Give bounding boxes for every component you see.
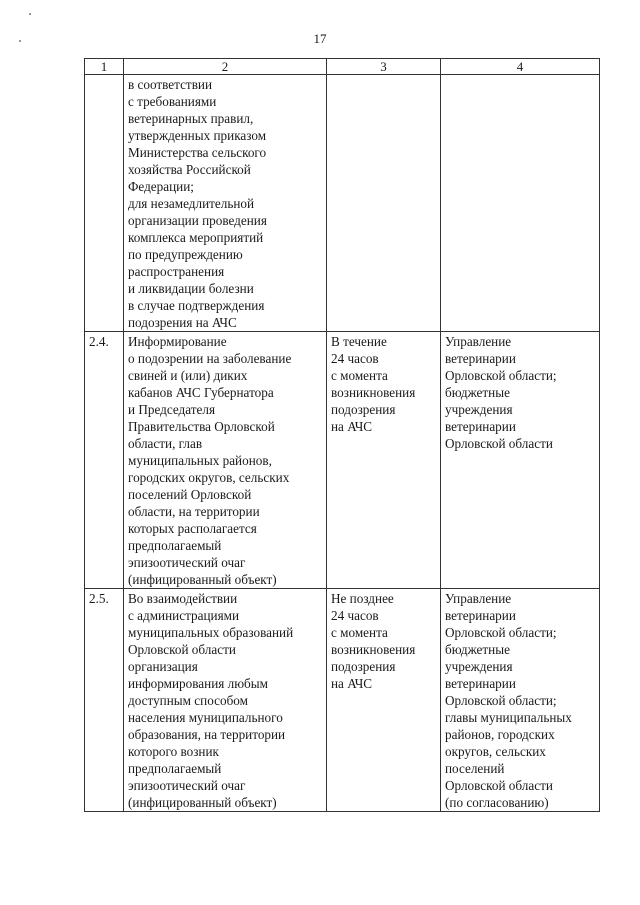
cell-text-line: Орловской области; bbox=[445, 625, 557, 640]
cell-text-line: образования, на территории bbox=[128, 727, 286, 742]
cell-text-line: городских округов, сельских bbox=[128, 470, 290, 485]
cell-text-line: для незамедлительной bbox=[128, 196, 255, 211]
cell-text-line: Правительства Орловской bbox=[128, 419, 275, 434]
responsible-cell bbox=[441, 75, 600, 332]
cell-text-line: в случае подтверждения bbox=[128, 298, 265, 313]
cell-text-line: 24 часов bbox=[331, 608, 379, 623]
cell-text-line: о подозрении на заболевание bbox=[128, 351, 292, 366]
cell-text-line: утвержденных приказом bbox=[128, 128, 267, 143]
cell-text-line: ветеринарии bbox=[445, 608, 516, 623]
cell-text-line: главы муниципальных bbox=[445, 710, 572, 725]
column-header: 2 bbox=[124, 59, 327, 75]
measure-cell bbox=[124, 75, 327, 332]
cell-text-line: на АЧС bbox=[331, 419, 373, 434]
cell-text-line: учреждения bbox=[445, 659, 513, 674]
deadline-cell bbox=[327, 589, 441, 812]
table-header-row bbox=[85, 59, 600, 75]
cell-text-line: (инфицированный объект) bbox=[128, 572, 277, 587]
deadline-cell bbox=[327, 75, 441, 332]
cell-text-line: области, на территории bbox=[128, 504, 260, 519]
cell-text-line: Не позднее bbox=[331, 591, 394, 606]
table-row bbox=[85, 332, 600, 589]
cell-text-line: которого возник bbox=[128, 744, 219, 759]
cell-text-line: с администрациями bbox=[128, 608, 240, 623]
cell-text-line: подозрения bbox=[331, 659, 396, 674]
cell-text-line: с момента bbox=[331, 368, 388, 383]
cell-text-line: эпизоотический очаг bbox=[128, 778, 246, 793]
table-row bbox=[85, 589, 600, 812]
cell-text-line: Орловской области bbox=[445, 778, 553, 793]
cell-text-line: в соответствии bbox=[128, 77, 213, 92]
cell-text-line: предполагаемый bbox=[128, 761, 222, 776]
cell-text-line: доступным способом bbox=[128, 693, 248, 708]
cell-text-line: поселений bbox=[445, 761, 505, 776]
cell-text-line: подозрения bbox=[331, 402, 396, 417]
cell-text-line: Управление bbox=[445, 334, 512, 349]
cell-text-line: эпизоотический очаг bbox=[128, 555, 246, 570]
cell-text-line: информирования любым bbox=[128, 676, 268, 691]
cell-text-line: 24 часов bbox=[331, 351, 379, 366]
page-number: 17 bbox=[313, 31, 327, 46]
cell-text-line: ветеринарии bbox=[445, 351, 516, 366]
cell-text-line: возникновения bbox=[331, 385, 416, 400]
cell-text-line: которых располагается bbox=[128, 521, 257, 536]
cell-text-line: поселений Орловской bbox=[128, 487, 252, 502]
cell-text-line: по предупреждению bbox=[128, 247, 243, 262]
column-header: 4 bbox=[441, 59, 600, 75]
cell-text-line: ветеринарных правил, bbox=[128, 111, 254, 126]
scan-speck bbox=[29, 13, 31, 15]
cell-text-line: Орловской области bbox=[445, 436, 553, 451]
row-number-cell: 2.4. bbox=[85, 332, 124, 589]
cell-text-line: предполагаемый bbox=[128, 538, 222, 553]
cell-text-line: учреждения bbox=[445, 402, 513, 417]
measures-table bbox=[84, 58, 600, 812]
cell-text-line: округов, сельских bbox=[445, 744, 546, 759]
responsible-cell bbox=[441, 332, 600, 589]
cell-text-line: распространения bbox=[128, 264, 225, 279]
row-number-cell bbox=[85, 75, 124, 332]
cell-text-line: ветеринарии bbox=[445, 676, 516, 691]
cell-text-line: муниципальных районов, bbox=[128, 453, 272, 468]
cell-text-line: кабанов АЧС Губернатора bbox=[128, 385, 274, 400]
deadline-cell bbox=[327, 332, 441, 589]
cell-text-line: Во взаимодействии bbox=[128, 591, 238, 606]
cell-text-line: возникновения bbox=[331, 642, 416, 657]
cell-text-line: В течение bbox=[331, 334, 387, 349]
cell-text-line: (по согласованию) bbox=[445, 795, 549, 810]
cell-text-line: подозрения на АЧС bbox=[128, 315, 237, 330]
cell-text-line: районов, городских bbox=[445, 727, 555, 742]
cell-text-line: населения муниципального bbox=[128, 710, 283, 725]
cell-text-line: с момента bbox=[331, 625, 388, 640]
cell-text-line: Министерства сельского bbox=[128, 145, 267, 160]
cell-text-line: бюджетные bbox=[445, 642, 510, 657]
cell-text-line: Орловской области; bbox=[445, 368, 557, 383]
cell-text-line: хозяйства Российской bbox=[128, 162, 251, 177]
table-row bbox=[85, 75, 600, 332]
cell-text-line: организация bbox=[128, 659, 198, 674]
cell-text-line: Информирование bbox=[128, 334, 227, 349]
measure-cell bbox=[124, 332, 327, 589]
cell-text-line: ветеринарии bbox=[445, 419, 516, 434]
cell-text-line: Управление bbox=[445, 591, 512, 606]
cell-text-line: (инфицированный объект) bbox=[128, 795, 277, 810]
cell-text-line: области, глав bbox=[128, 436, 203, 451]
cell-text-line: свиней и (или) диких bbox=[128, 368, 248, 383]
cell-text-line: и ликвидации болезни bbox=[128, 281, 254, 296]
cell-text-line: с требованиями bbox=[128, 94, 217, 109]
responsible-cell bbox=[441, 589, 600, 812]
cell-text-line: Орловской области bbox=[128, 642, 236, 657]
column-header: 3 bbox=[327, 59, 441, 75]
column-header: 1 bbox=[85, 59, 124, 75]
cell-text-line: Федерации; bbox=[128, 179, 194, 194]
cell-text-line: на АЧС bbox=[331, 676, 373, 691]
cell-text-line: Орловской области; bbox=[445, 693, 557, 708]
cell-text-line: и Председателя bbox=[128, 402, 216, 417]
row-number-cell: 2.5. bbox=[85, 589, 124, 812]
cell-text-line: муниципальных образований bbox=[128, 625, 294, 640]
cell-text-line: организации проведения bbox=[128, 213, 267, 228]
cell-text-line: комплекса мероприятий bbox=[128, 230, 264, 245]
measure-cell bbox=[124, 589, 327, 812]
cell-text-line: бюджетные bbox=[445, 385, 510, 400]
